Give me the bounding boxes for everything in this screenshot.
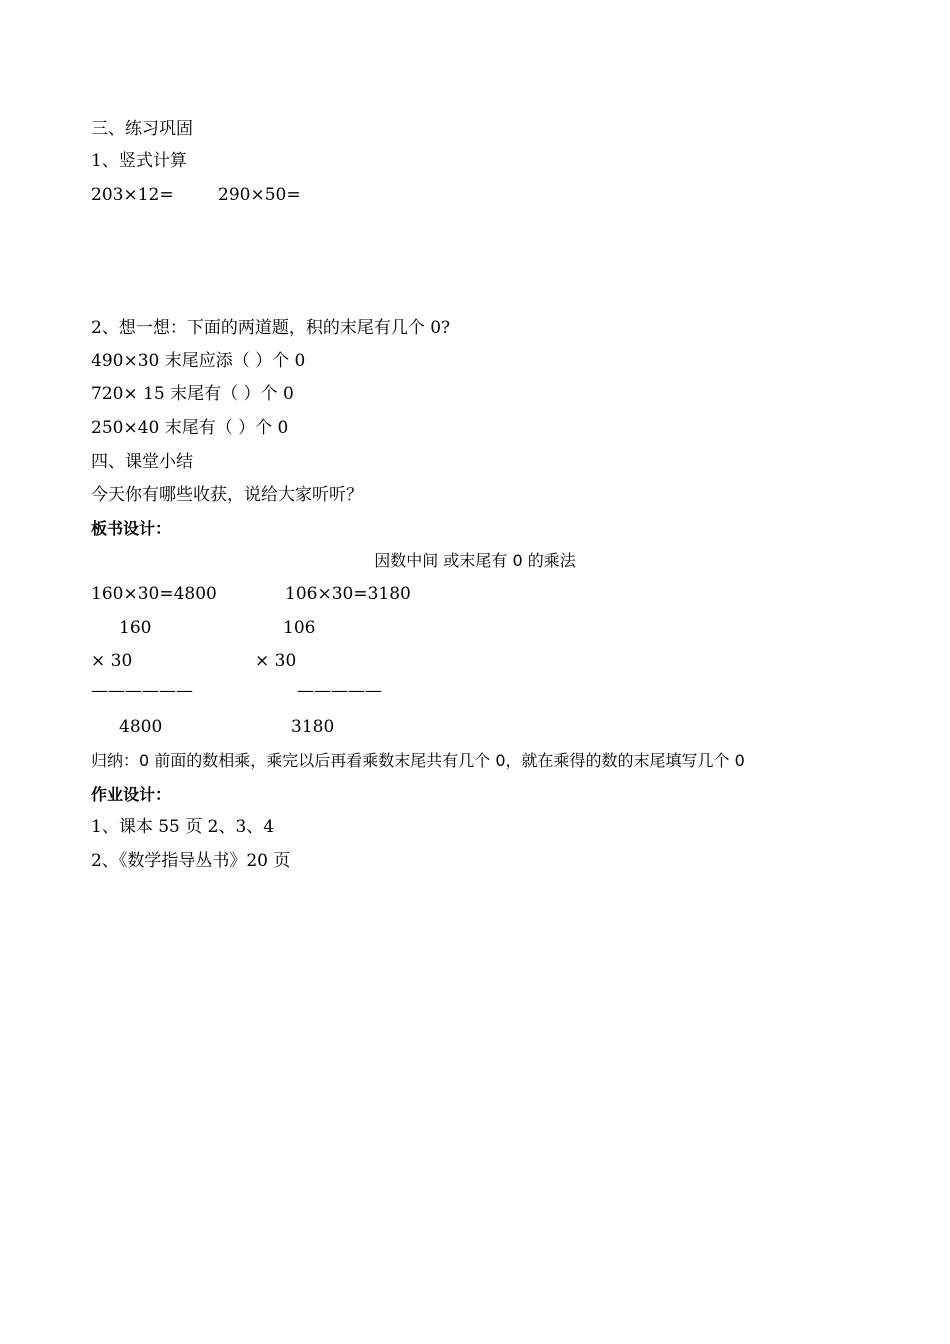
board-summary: 归纳：0 前面的数相乘，乘完以后再看乘数末尾共有几个 0，就在乘得的数的末尾填写几个 0	[91, 751, 745, 770]
question2-item-3: 250×40 末尾有（ ）个 0	[91, 418, 289, 438]
board-multiplier-right: × 30	[255, 651, 297, 671]
board-heading: 板书设计：	[91, 519, 172, 538]
board-top-number-left: 160	[119, 618, 152, 638]
board-equation-right: 106×30=3180	[285, 584, 411, 604]
board-result-right: 3180	[291, 717, 335, 737]
board-multiplier-left: × 30	[91, 651, 133, 671]
question1-title: 1、竖式计算	[91, 151, 187, 171]
board-rule-right: —————	[297, 681, 382, 701]
section3-heading: 三、练习巩固	[91, 119, 193, 139]
board-rule-left: ——————	[91, 681, 193, 701]
homework-item-2: 2、《数学指导丛书》20 页	[91, 851, 291, 871]
question2-item-1: 490×30 末尾应添（ ）个 0	[91, 351, 306, 371]
section4-heading: 四、课堂小结	[91, 452, 193, 472]
board-equation-left: 160×30=4800	[91, 584, 217, 604]
section4-prompt: 今天你有哪些收获，说给大家听听？	[91, 485, 363, 505]
question2-item-2: 720× 15 末尾有（ ）个 0	[91, 384, 294, 404]
board-title: 因数中间 或末尾有 0 的乘法	[374, 551, 576, 570]
homework-item-1: 1、课本 55 页 2、3、4	[91, 817, 275, 837]
question2-title: 2、想一想：下面的两道题，积的末尾有几个 0?	[91, 318, 451, 338]
homework-heading: 作业设计：	[91, 785, 172, 804]
board-top-number-right: 106	[283, 618, 316, 638]
question1-expression-b: 290×50=	[218, 185, 301, 205]
question1-expression-a: 203×12=	[91, 185, 174, 205]
board-result-left: 4800	[119, 717, 163, 737]
